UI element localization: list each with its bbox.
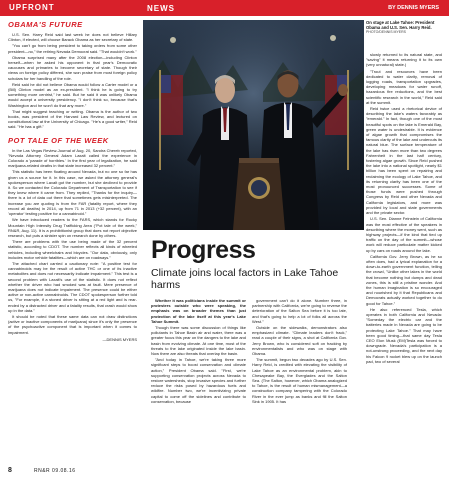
pot-tale-body (8, 148, 137, 335)
heading-pot-tale: POT TALE OF THE WEEK (8, 135, 109, 145)
paragraph: "And today in Tahoe, we're taking three more significant steps to boost conservation and climate action," President Obama said. "First, we're supporting conservation projects across Nevada to restore watersheds, stop invasive species and further reduce the risks posed by hazardous fuels and wildfire. Number two, we're incentivizing private capital to come off the sidelines and contribute to conservation, because (151, 357, 246, 404)
paragraph: It should be noted that these same data can not draw distinctions (active or inactive components of marijuana) since it's only the presence of the psychoactive component that is important when it comes to impairment. (8, 313, 137, 335)
paragraph: The attached chart carried a cautionary note: "A positive test for cannabinoids may be the result of active THC or one of its inactive metabolites and does not necessarily indicate impairment." This test is a second problem with Laxalt's use of the statistic. It does not reflect whether the driver who had smoked was at fault. Mere presence of marijuana does not indicate impairment. The presence could be either active or non-active cannabinoids. The CDOT spokesperson further told us, "For example, if a stoned driver is sitting at a red light and is rear-ended by a distracted driver and a fatality results, that crash would show up in the data." (8, 260, 137, 313)
story-subhead: Climate joins local factors in Lake Tahoe harms (151, 267, 339, 291)
paragraph: Outside on the sidewalks, demonstrators also emphasized climate. "Climate leaders don't frack," read a couple of their signs, a shot at California Gov. Jerry Brown, who is considered soft on fracking by environmentalists and who was on stage with Obama. (252, 325, 347, 357)
page-number: 8 (8, 467, 12, 474)
paragraph: He also referenced Tesla, which operates in both California and Nevada: "Someday the electric car and the batteries made in Nevada are going to be protecting Lake Tahoe." That may have been good timing—that same day Tesla CEO Elon Musk (EM)Tesla was forced to downgrade. Nevada's participation is a not-unstrong proceeding, and the next day his Falcon 9 rocket blew up on the launch pad, two of several (366, 306, 442, 364)
section-bar-news (137, 0, 449, 16)
paragraph: Though there was some discussion of things like pollutants in Tahoe Basin air and water, there was a greater focus this year on the dangers to the lake and basin from evolving climate. At one time, most of the threats to the lake originated inside the lake basin. Now there are also threats that overlap the basin. (151, 325, 246, 357)
paragraph: In the Las Vegas Review-Journal of Aug. 20, Sandra Chereb reported, "Nevada Attorney General Adam Laxalt called the experience in Colorado a 'parade of horribles.' In the first year of legalization, he said marijuana-related deaths in that state increased 32 percent." (8, 147, 137, 169)
byline: BY DENNIS MYERS (388, 5, 439, 11)
section-label-news: NEWS (147, 3, 175, 13)
paragraph: The summit, begun two decades ago by U.S. Sen. Harry Reid, is credited with elevating the visibility of Lake Tahoe as an environmental problem, akin to Chesapeake Bay, the Everglades and the Salton Sea. (The Salton, however, which Obama analogized to Tahoe, is the result of human mismanagement—a construction company tampering with the Colorado River in the ever jump as banks and fill the Salton Sink in 1905. It has (252, 357, 347, 404)
obama-future-body (8, 32, 137, 130)
signature: —DENNIS MYERS (102, 336, 137, 342)
heading-obamas-future: OBAMA'S FUTURE (8, 20, 83, 29)
paragraph: That might suggest teaching or writing. Obama is the author of two books, was president of the Harvard Law Review, and lectured on constitutional law at the University of Chicago. "He's a good writer," Reid said. "He has a gift." (8, 108, 137, 130)
paragraph: U.S. Sen. Dianne Feinstein of California was the most effective of the speakers in describing where the money went, such as highway projects—if the kind that tied up traffic on the day of the summit—whose work will reduce particulate matter kicked up by cars on roads around the lake. (366, 216, 442, 253)
paragraph: California Gov. Jerry Brown, as he so often does, had a lyrical explanation for a down-to-earth government function, telling the crowd, "Unlike other lakes in the world that become nothing but dumps and dead zones, this is still a pristine wonder. And the human imagination is so encouraged and nourished by it that Republicans and Democrats actually worked together to do good for Tahoe." (366, 253, 442, 306)
story-column-1 (151, 298, 246, 405)
publication-date: RN&R 09.08.16 (34, 468, 76, 474)
paragraph: Whether it was politicians inside the summit or protesters outside who were speaking, the emphasis was on broader themes than just protection of the lake itself at this year's Lake Tahoe Summit. (151, 298, 246, 324)
story-headline: Progress (151, 236, 256, 264)
paragraph: There are problems with the use being made of the 32 percent statistic, according to CDOT. The number reflects all kinds of wheeled vehicles, including wheelchairs and bicycles. "Our data, obviously, only includes motor vehicle fatalities—which are on roadways." (8, 239, 137, 260)
paragraph: We have introduced readers to the FARS, which stands for Rocky Mountain High Intensity Drug Trafficking Area ("Pot tale of the week," RN&R, Aug. 11). It is a prohibitionist group that does not report objective research, but puts a sinister spin on research done by others. (8, 217, 137, 238)
paragraph: "You can't go from being president to taking orders from some other president—no," the retiring Nevada Democrat said. "That wouldn't work." (8, 43, 137, 54)
paragraph: U.S. Sen. Harry Reid said last week he does not believe Hillary Clinton, if elected, will choose Barack Obama as her secretary of state. (8, 32, 137, 43)
paragraph: This statistic has been floating around Nevada, but no one so far has given us a source for it. In this case, we asked the attorney general's spokesperson where Laxalt got the number, but she declined to provide it. So we contacted the Colorado Department of Transportation to see if they knew where it came from. They replied, "Thanks for the inquiry—there is a lot of data out there that sometimes gets misinterpreted. The increase you are quoting is from the FAR (fatality report, where they record all deaths) in 2014, up from 71 in 2013 (+32 percent), with an 'operator' testing positive for a cannabinoid." (8, 169, 137, 217)
top-bar (0, 0, 449, 16)
section-label-upfront: UPFRONT (0, 0, 137, 16)
left-column (8, 20, 137, 460)
photo-caption: On stage at Lake Tahoe: President Obama and U.S. Sen. Harry Reid. (366, 20, 435, 31)
paragraph: Reid said he did not believe Obama would follow a Carter model or a (Bill) Clinton model as an ex-president. "I think he is going to try something more centrist," he said. But he said it was unlikely Obama would accept a university presidency. "I don't think so, because that's Washington and he won't do that any more." (8, 81, 137, 108)
photo-illustration (143, 20, 364, 230)
paragraph: Reid twice used a rhetorical device of describing the lake's waters favorably as "emerald." In fact, though one of the most beautiful spots on the lake is Emerald Bay, green water is undesirable. It is evidence of algae growth that compromises the famous clarity of the lake and undercuts its natural blue. The surface temperature of the lake has risen more than two degrees Fahrenheit in the last half century, fostering algae growth. Since Reid pushed the lake into a national spotlight, nearly $1 billion has been spent on repairing and reclaiming the ecology of Lake Tahoe, and its returning clarity has been one of the most pronounced successes. Some of those funds were pushed through Congress by Reid and other Nevada and California legislators, and more was provided by local and state governments and the private sector. (366, 106, 442, 216)
photo-credit: PHOTO/DENNIS MYERS (366, 30, 406, 35)
photo-caption-block (366, 20, 442, 35)
right-column-upper (366, 52, 442, 364)
page-footer (0, 462, 449, 480)
obama-reid-photo (143, 20, 364, 230)
paragraph: government can't do it alone. Number three, in partnership with California, we're going to reverse the deterioration of the Salton Sea before it is too late, and that's going to help a lot of folks all across the West." (252, 298, 347, 324)
paragraph: slowly returned to its natural state, and "saving" it means returning it to its own (very unnatural) state.) (366, 52, 442, 68)
story-column-2 (252, 298, 347, 405)
paragraph: "Trout and resources have been dedicated to water clarity, removal of logging roads, transportation upgrades, developing meadows for water runoff, hazardous fire reductions, and the best scientific research in the world," Reid said at the summit. (366, 68, 442, 105)
paragraph: Obama surprised many after the 2008 election—including Clinton herself—when he asked his opponent in that year's Democratic caucuses and primaries to become secretary of state. Though their views on foreign policy differed, she won praise from most foreign policy scholars for her handling of the role. (8, 54, 137, 81)
